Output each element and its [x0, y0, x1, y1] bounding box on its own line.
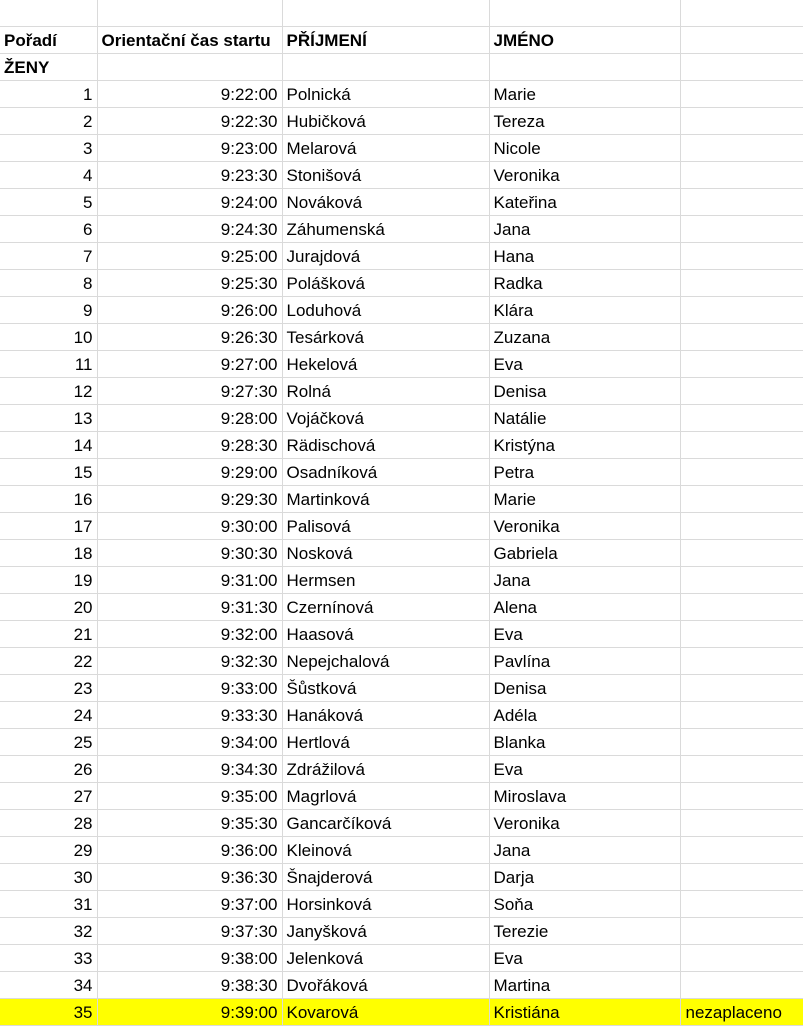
table-row — [0, 810, 803, 837]
surname-cell[interactable]: Polášková — [282, 270, 489, 297]
cell[interactable] — [282, 54, 489, 81]
cell[interactable] — [97, 54, 282, 81]
start-time-cell[interactable]: 9:37:30 — [97, 918, 282, 945]
table-row — [0, 621, 803, 648]
name-cell[interactable]: Soňa — [489, 891, 680, 918]
table-row — [0, 378, 803, 405]
surname-cell[interactable]: Gancarčíková — [282, 810, 489, 837]
cell[interactable] — [680, 54, 803, 81]
note-cell[interactable] — [680, 810, 803, 837]
note-cell[interactable] — [680, 621, 803, 648]
start-time-cell[interactable]: 9:31:00 — [97, 567, 282, 594]
note-cell[interactable] — [680, 216, 803, 243]
surname-cell[interactable]: Nováková — [282, 189, 489, 216]
note-cell[interactable] — [680, 756, 803, 783]
name-cell[interactable]: Darja — [489, 864, 680, 891]
order-cell[interactable]: 32 — [0, 918, 97, 945]
surname-cell[interactable]: Hanáková — [282, 702, 489, 729]
start-time-cell[interactable]: 9:24:00 — [97, 189, 282, 216]
note-cell[interactable] — [680, 918, 803, 945]
surname-cell[interactable]: Stonišová — [282, 162, 489, 189]
name-cell[interactable]: Veronika — [489, 162, 680, 189]
order-cell[interactable]: 30 — [0, 864, 97, 891]
order-cell[interactable]: 34 — [0, 972, 97, 999]
start-time-cell[interactable]: 9:24:30 — [97, 216, 282, 243]
name-cell[interactable]: Denisa — [489, 378, 680, 405]
order-cell[interactable]: 3 — [0, 135, 97, 162]
table-row — [0, 324, 803, 351]
note-cell[interactable] — [680, 162, 803, 189]
cell[interactable] — [680, 27, 803, 54]
surname-cell[interactable]: Hermsen — [282, 567, 489, 594]
note-cell[interactable] — [680, 648, 803, 675]
note-cell[interactable] — [680, 594, 803, 621]
start-time-cell[interactable]: 9:38:30 — [97, 972, 282, 999]
name-cell[interactable]: Zuzana — [489, 324, 680, 351]
order-cell[interactable]: 6 — [0, 216, 97, 243]
start-time-cell[interactable]: 9:35:30 — [97, 810, 282, 837]
table-row — [0, 486, 803, 513]
order-cell[interactable]: 33 — [0, 945, 97, 972]
name-cell[interactable]: Eva — [489, 351, 680, 378]
table-row — [0, 432, 803, 459]
order-cell[interactable]: 18 — [0, 540, 97, 567]
order-cell[interactable]: 21 — [0, 621, 97, 648]
start-time-cell[interactable]: 9:32:30 — [97, 648, 282, 675]
start-time-cell[interactable]: 9:39:00 — [97, 999, 282, 1026]
name-cell[interactable]: Miroslava — [489, 783, 680, 810]
table-row — [0, 243, 803, 270]
surname-cell[interactable]: Jelenková — [282, 945, 489, 972]
start-time-cell[interactable]: 9:25:30 — [97, 270, 282, 297]
table-row — [0, 297, 803, 324]
surname-cell[interactable]: Haasová — [282, 621, 489, 648]
order-cell[interactable]: 27 — [0, 783, 97, 810]
note-cell[interactable] — [680, 675, 803, 702]
table-row — [0, 351, 803, 378]
note-cell[interactable] — [680, 378, 803, 405]
start-time-cell[interactable]: 9:23:00 — [97, 135, 282, 162]
surname-cell[interactable]: Kovarová — [282, 999, 489, 1026]
order-cell[interactable]: 31 — [0, 891, 97, 918]
start-time-cell[interactable]: 9:22:00 — [97, 81, 282, 108]
order-cell[interactable]: 16 — [0, 486, 97, 513]
start-time-cell[interactable]: 9:28:30 — [97, 432, 282, 459]
start-time-cell[interactable]: 9:25:00 — [97, 243, 282, 270]
order-cell[interactable]: 5 — [0, 189, 97, 216]
note-cell[interactable] — [680, 432, 803, 459]
note-cell[interactable] — [680, 486, 803, 513]
surname-cell[interactable]: Loduhová — [282, 297, 489, 324]
surname-cell[interactable]: Rolná — [282, 378, 489, 405]
start-time-cell[interactable]: 9:31:30 — [97, 594, 282, 621]
table-row — [0, 972, 803, 999]
table-row — [0, 594, 803, 621]
name-cell[interactable]: Eva — [489, 621, 680, 648]
order-cell[interactable]: 2 — [0, 108, 97, 135]
table-row — [0, 216, 803, 243]
name-cell[interactable]: Eva — [489, 756, 680, 783]
surname-cell[interactable]: Jurajdová — [282, 243, 489, 270]
name-cell[interactable]: Veronika — [489, 810, 680, 837]
order-cell[interactable]: 35 — [0, 999, 97, 1026]
start-time-cell[interactable]: 9:27:00 — [97, 351, 282, 378]
start-time-cell[interactable]: 9:26:30 — [97, 324, 282, 351]
table-row — [0, 513, 803, 540]
order-cell[interactable]: 10 — [0, 324, 97, 351]
start-time-cell[interactable]: 9:30:00 — [97, 513, 282, 540]
surname-cell[interactable]: Czernínová — [282, 594, 489, 621]
surname-cell[interactable]: Janyšková — [282, 918, 489, 945]
note-cell[interactable] — [680, 297, 803, 324]
order-cell[interactable]: 7 — [0, 243, 97, 270]
note-cell[interactable] — [680, 270, 803, 297]
start-time-cell[interactable]: 9:36:30 — [97, 864, 282, 891]
surname-cell[interactable]: Polnická — [282, 81, 489, 108]
cell[interactable] — [680, 0, 803, 27]
start-time-cell[interactable]: 9:36:00 — [97, 837, 282, 864]
cell[interactable] — [282, 0, 489, 27]
surname-cell[interactable]: Horsinková — [282, 891, 489, 918]
header-surname[interactable]: PŘÍJMENÍ — [282, 27, 489, 54]
start-time-cell[interactable]: 9:34:30 — [97, 756, 282, 783]
table-row — [0, 756, 803, 783]
surname-cell[interactable]: Záhumenská — [282, 216, 489, 243]
surname-cell[interactable]: Magrlová — [282, 783, 489, 810]
table-row — [0, 162, 803, 189]
table-row — [0, 675, 803, 702]
table-row — [0, 648, 803, 675]
name-cell[interactable]: Kristiána — [489, 999, 680, 1026]
name-cell[interactable]: Blanka — [489, 729, 680, 756]
table-row — [0, 837, 803, 864]
surname-cell[interactable]: Hubičková — [282, 108, 489, 135]
table-row — [0, 702, 803, 729]
name-cell[interactable]: Denisa — [489, 675, 680, 702]
start-time-cell[interactable]: 9:35:00 — [97, 783, 282, 810]
order-cell[interactable]: 9 — [0, 297, 97, 324]
name-cell[interactable]: Jana — [489, 216, 680, 243]
surname-cell[interactable]: Hekelová — [282, 351, 489, 378]
order-cell[interactable]: 13 — [0, 405, 97, 432]
table-row — [0, 864, 803, 891]
surname-cell[interactable]: Kleinová — [282, 837, 489, 864]
note-cell[interactable] — [680, 108, 803, 135]
header-row — [0, 27, 803, 54]
name-cell[interactable]: Eva — [489, 945, 680, 972]
name-cell[interactable]: Nicole — [489, 135, 680, 162]
name-cell[interactable]: Kristýna — [489, 432, 680, 459]
name-cell[interactable]: Veronika — [489, 513, 680, 540]
cell[interactable] — [489, 0, 680, 27]
note-cell[interactable] — [680, 351, 803, 378]
name-cell[interactable]: Martina — [489, 972, 680, 999]
note-cell[interactable] — [680, 702, 803, 729]
name-cell[interactable]: Adéla — [489, 702, 680, 729]
note-cell[interactable] — [680, 81, 803, 108]
surname-cell[interactable]: Martinková — [282, 486, 489, 513]
header-start-time[interactable]: Orientační čas startu — [97, 27, 282, 54]
order-cell[interactable]: 1 — [0, 81, 97, 108]
surname-cell[interactable]: Nepejchalová — [282, 648, 489, 675]
order-cell[interactable]: 12 — [0, 378, 97, 405]
header-order[interactable]: Pořadí — [0, 27, 97, 54]
start-time-cell[interactable]: 9:29:00 — [97, 459, 282, 486]
name-cell[interactable]: Jana — [489, 567, 680, 594]
note-cell[interactable] — [680, 972, 803, 999]
table-row — [0, 135, 803, 162]
order-cell[interactable]: 20 — [0, 594, 97, 621]
note-cell[interactable] — [680, 783, 803, 810]
surname-cell[interactable]: Nosková — [282, 540, 489, 567]
table-row — [0, 729, 803, 756]
note-cell[interactable] — [680, 891, 803, 918]
name-cell[interactable]: Natálie — [489, 405, 680, 432]
table-row — [0, 891, 803, 918]
start-time-cell[interactable]: 9:23:30 — [97, 162, 282, 189]
name-cell[interactable]: Petra — [489, 459, 680, 486]
surname-cell[interactable]: Hertlová — [282, 729, 489, 756]
name-cell[interactable]: Gabriela — [489, 540, 680, 567]
note-cell[interactable] — [680, 135, 803, 162]
start-time-cell[interactable]: 9:26:00 — [97, 297, 282, 324]
order-cell[interactable]: 11 — [0, 351, 97, 378]
order-cell[interactable]: 29 — [0, 837, 97, 864]
start-time-cell[interactable]: 9:27:30 — [97, 378, 282, 405]
start-time-cell[interactable]: 9:29:30 — [97, 486, 282, 513]
order-cell[interactable]: 4 — [0, 162, 97, 189]
table-row — [0, 81, 803, 108]
table-row — [0, 270, 803, 297]
order-cell[interactable]: 24 — [0, 702, 97, 729]
name-cell[interactable]: Pavlína — [489, 648, 680, 675]
table-row — [0, 108, 803, 135]
start-time-cell[interactable]: 9:33:00 — [97, 675, 282, 702]
note-cell[interactable] — [680, 459, 803, 486]
order-cell[interactable]: 22 — [0, 648, 97, 675]
note-cell[interactable] — [680, 405, 803, 432]
name-cell[interactable]: Tereza — [489, 108, 680, 135]
order-cell[interactable]: 19 — [0, 567, 97, 594]
surname-cell[interactable]: Šůstková — [282, 675, 489, 702]
start-time-cell[interactable]: 9:38:00 — [97, 945, 282, 972]
header-name[interactable]: JMÉNO — [489, 27, 680, 54]
note-cell[interactable] — [680, 513, 803, 540]
table-row — [0, 945, 803, 972]
surname-cell[interactable]: Melarová — [282, 135, 489, 162]
note-cell[interactable]: nezaplaceno — [680, 999, 803, 1026]
table-row — [0, 459, 803, 486]
name-cell[interactable]: Klára — [489, 297, 680, 324]
name-cell[interactable]: Alena — [489, 594, 680, 621]
note-cell[interactable] — [680, 189, 803, 216]
order-cell[interactable]: 14 — [0, 432, 97, 459]
name-cell[interactable]: Marie — [489, 81, 680, 108]
name-cell[interactable]: Radka — [489, 270, 680, 297]
order-cell[interactable]: 26 — [0, 756, 97, 783]
name-cell[interactable]: Marie — [489, 486, 680, 513]
surname-cell[interactable]: Dvořáková — [282, 972, 489, 999]
start-time-cell[interactable]: 9:34:00 — [97, 729, 282, 756]
name-cell[interactable]: Terezie — [489, 918, 680, 945]
note-cell[interactable] — [680, 945, 803, 972]
category-label[interactable]: ŽENY — [0, 54, 97, 81]
table-row — [0, 999, 803, 1026]
order-cell[interactable]: 8 — [0, 270, 97, 297]
surname-cell[interactable]: Zdrážilová — [282, 756, 489, 783]
start-time-cell[interactable]: 9:37:00 — [97, 891, 282, 918]
surname-cell[interactable]: Osadníková — [282, 459, 489, 486]
note-cell[interactable] — [680, 729, 803, 756]
note-cell[interactable] — [680, 324, 803, 351]
category-row — [0, 54, 803, 81]
start-time-cell[interactable]: 9:32:00 — [97, 621, 282, 648]
surname-cell[interactable]: Palisová — [282, 513, 489, 540]
order-cell[interactable]: 25 — [0, 729, 97, 756]
note-cell[interactable] — [680, 540, 803, 567]
order-cell[interactable]: 15 — [0, 459, 97, 486]
note-cell[interactable] — [680, 837, 803, 864]
note-cell[interactable] — [680, 567, 803, 594]
table-row — [0, 189, 803, 216]
name-cell[interactable]: Jana — [489, 837, 680, 864]
table-row — [0, 405, 803, 432]
blank-row — [0, 0, 803, 27]
name-cell[interactable]: Kateřina — [489, 189, 680, 216]
note-cell[interactable] — [680, 864, 803, 891]
order-cell[interactable]: 28 — [0, 810, 97, 837]
surname-cell[interactable]: Šnajderová — [282, 864, 489, 891]
name-cell[interactable]: Hana — [489, 243, 680, 270]
surname-cell[interactable]: Rädischová — [282, 432, 489, 459]
surname-cell[interactable]: Vojáčková — [282, 405, 489, 432]
order-cell[interactable]: 23 — [0, 675, 97, 702]
start-time-cell[interactable]: 9:22:30 — [97, 108, 282, 135]
order-cell[interactable]: 17 — [0, 513, 97, 540]
cell[interactable] — [489, 54, 680, 81]
table-row — [0, 918, 803, 945]
start-time-cell[interactable]: 9:30:30 — [97, 540, 282, 567]
surname-cell[interactable]: Tesárková — [282, 324, 489, 351]
cell[interactable] — [0, 0, 97, 27]
table-row — [0, 567, 803, 594]
table-row — [0, 540, 803, 567]
table-row — [0, 783, 803, 810]
start-time-cell[interactable]: 9:28:00 — [97, 405, 282, 432]
cell[interactable] — [97, 0, 282, 27]
start-time-cell[interactable]: 9:33:30 — [97, 702, 282, 729]
note-cell[interactable] — [680, 243, 803, 270]
